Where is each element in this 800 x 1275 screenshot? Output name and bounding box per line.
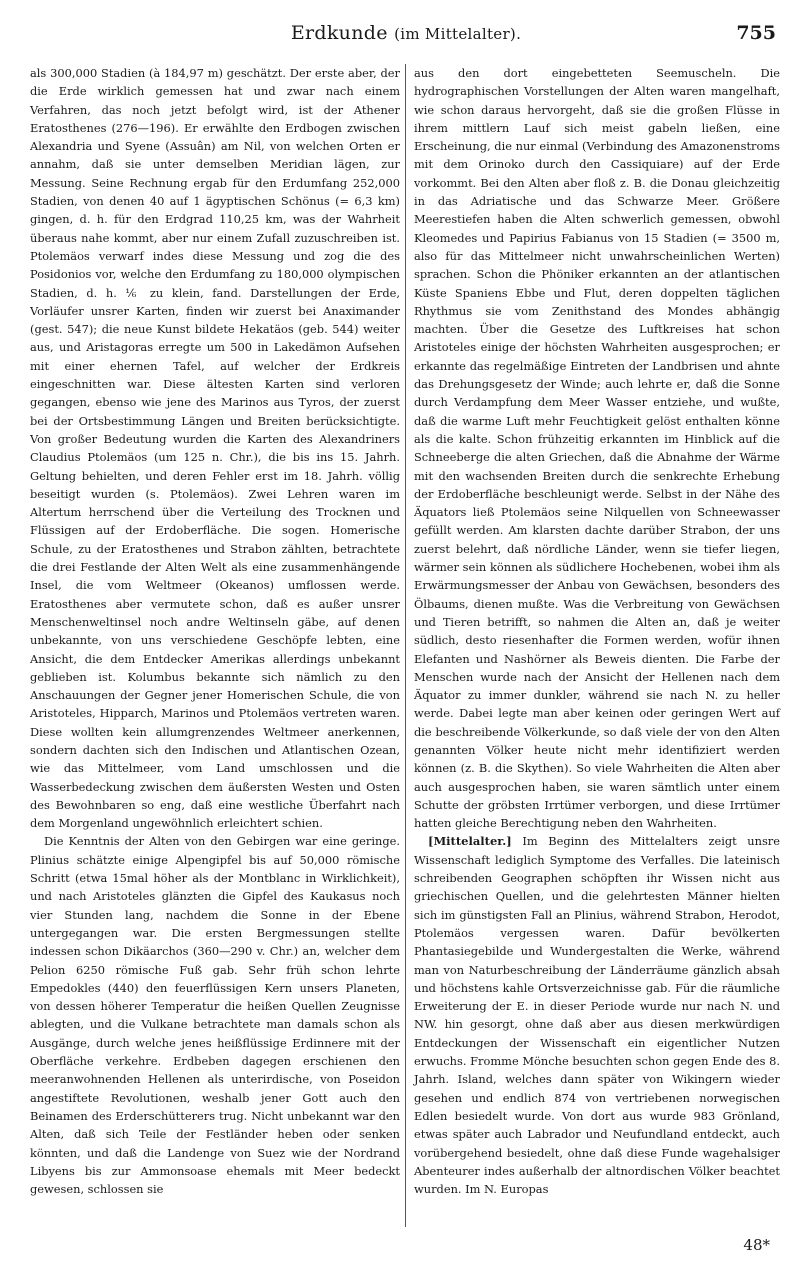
right-paragraph-2 bbox=[414, 832, 780, 1198]
right-column bbox=[414, 64, 780, 1198]
running-header bbox=[36, 22, 776, 52]
page-number: 755 bbox=[736, 22, 776, 44]
title-subtitle: (im Mittelalter). bbox=[394, 25, 522, 43]
sheet-signature: 48* bbox=[743, 1236, 770, 1254]
section-marginal-label: [Mittelalter.] bbox=[428, 834, 512, 849]
title-main: Erdkunde bbox=[290, 22, 388, 44]
page-title bbox=[36, 22, 776, 44]
left-paragraph-1: als 300,000 Stadien (à 184,97 m) geschätzt. Der erste aber, der die Erde wirklich gemessen hat und zwar nach einem Verfahren, das noch jetzt befolgt wird, ist der Athener Eratosthenes (276—196). Er erwählte den Erdbogen zwischen Alexandria und Syene (Assuân) am Nil, von welchen Orten er annahm, daß sie unter demselben Meridian lägen, zur Messung. Seine Rechnung ergab für den Erdumfang 252,000 Stadien, von denen 40 auf 1 ägyptischen Schönus (= 6,3 km) gingen, d. h. für den Erdgrad 110,25 km, was der Wahrheit überaus nahe kommt, aber nur einem Zufall zuzuschreiben ist. Ptolemäos verwarf indes diese Messung und zog die des Posidonios vor, welche den Erdumfang zu 180,000 olympischen Stadien, d. h. ⅙ zu klein, fand. Darstellungen der Erde, Vorläufer unsrer Karten, finden wir zuerst bei Anaximander (gest. 547); die neue Kunst bildete Hekatäos (geb. 544) weiter aus, und Aristagoras erregte um 500 in Lakedämon Aufsehen mit einer ehernen Tafel, auf welcher der Erdkreis eingeschnitten war. Diese ältesten Karten sind verloren gegangen, ebenso wie jene des Marinos aus Tyros, der zuerst bei der Ortsbestimmung Längen und Breiten berücksichtigte. Von großer Bedeutung wurden die Karten des Alexandriners Claudius Ptolemäos (um 125 n. Chr.), die bis ins 15. Jahrh. Geltung behielten, und deren Fehler erst im 18. Jahrh. völlig beseitigt wurden (s. Ptolemäos). Zwei Lehren waren im Altertum herrschend über die Verteilung des Trocknen und Flüssigen auf der Erdoberfläche. Die sogen. Homerische Schule, zu der Eratosthenes und Strabon zählten, betrachtete die drei Festlande der Alten Welt als eine zusammenhängende Insel, die vom Weltmeer (Okeanos) umflossen werde. Eratosthenes aber vermutete schon, daß es außer unsrer Menschenweltinsel noch andre Weltinseln gäbe, auf denen unbekannte, von uns verschiedene Geschöpfe lebten, eine Ansicht, die dem Entdecker Amerikas allerdings unbekannt geblieben ist. Kolumbus bekannte sich nämlich zu den Anschauungen der Gegner jener Homerischen Schule, die von Aristoteles, Hipparch, Marinos und Ptolemäos vertreten waren. Diese wollten kein allumgrenzendes Weltmeer anerkennen, sondern dachten sich den Indischen und Atlantischen Ozean, wie das Mittelmeer, vom Land umschlossen und die Wasserbedeckung zwischen dem äußersten Westen und Osten des Bewohnbaren so eng, daß eine westliche Überfahrt nach dem Morgenland ungewöhnlich erleichtert schien. bbox=[30, 66, 400, 831]
column-divider bbox=[405, 64, 406, 1227]
left-paragraph-2: Die Kenntnis der Alten von den Gebirgen war eine geringe. Plinius schätzte einige Alpengipfel bis auf 50,000 römische Schritt (etwa 15mal höher als der Montblanc in Wirklichkeit), und nach Aristoteles glänzten die Gipfel des Kaukasus noch vier Stunden lang, nachdem die Sonne in der Ebene untergegangen war. Die ersten Bergmessungen stellte indessen schon Dikäarchos (360—290 v. Chr.) an, welcher dem Pelion 6250 römische Fuß gab. Sehr früh schon lehrte Empedokles (440) den feuerflüssigen Kern unsers Planeten, von dessen höherer Temperatur die heißen Quellen Zeugnisse ablegten, und die Vulkane betrachtete man damals schon als Ausgänge, durch welche jenes heißflüssige Erdinnere mit der Oberfläche verkehre. Erdbeben dagegen erschienen den meeranwohnenden Hellenen als unterirdische, von Poseidon angestiftete Revolutionen, weshalb jener Gott auch den Beinamen des Erderschütterers trug. Nicht unbekannt war den Alten, daß sich Teile der Festländer heben oder senken könnten, und daß die Landenge von Suez wie der Nordrand Libyens bis zur Ammonsoase ehemals mit Meer bedeckt gewesen, schlossen sie bbox=[30, 834, 400, 1197]
left-column bbox=[30, 64, 400, 1198]
right-paragraph-1: aus den dort eingebetteten Seemuscheln. Die hydrographischen Vorstellungen der Alten waren mangelhaft, wie schon daraus hervorgeht, daß sie die großen Flüsse in ihrem mittlern Lauf sich meist gabeln ließen, eine Erscheinung, die nur einmal (Verbindung des Amazonenstroms mit dem Orinoko durch den Cassiquiare) auf der Erde vorkommt. Bei den Alten aber floß z. B. die Donau gleichzeitig in das Adriatische und das Schwarze Meer. Größere Meerestiefen haben die Alten schwerlich gemessen, obwohl Kleomedes und Papirius Fabianus von 15 Stadien (= 3500 m, also für das Mittelmeer nicht unwahrscheinlichen Werten) sprachen. Schon die Phöniker erkannten an der atlantischen Küste Spaniens Ebbe und Flut, deren doppelten täglichen Rhythmus sie vom Zenithstand des Mondes abhängig machten. Über die Gesetze des Luftkreises hat schon Aristoteles einige der höchsten Wahrheiten ausgesprochen; er erkannte das regelmäßige Eintreten der Landbrisen und ahnte das Drehungsgesetz der Winde; auch lehrte er, daß die Sonne durch Verdampfung dem Meer Wasser entziehe, und wußte, daß die warme Luft mehr Feuchtigkeit gelöst enthalten könne als die kalte. Schon frühzeitig erkannten im Hinblick auf die Schneeberge die alten Griechen, daß die Abnahme der Wärme mit den wachsenden Breiten durch die senkrechte Erhebung der Erdoberfläche beschleunigt werde. Selbst in der Nähe des Äquators ließ Ptolemäos seine Nilquellen von Schneewasser gefüllt werden. Am klarsten dachte darüber Strabon, der uns zuerst belehrt, daß nördliche Länder, wenn sie tiefer liegen, wärmer sein können als südlichere Hochebenen, wobei ihm als Erwärmungsmesser der Anbau von Gewächsen, besonders des Ölbaums, dienen mußte. Was die Verbreitung von Gewächsen und Tieren betrifft, so nahmen die Alten an, daß je weiter südlich, desto riesenhafter die Formen werden, wofür ihnen Elefanten und Nashörner als Beweis dienten. Die Farbe der Menschen wurde nach der Ansicht der Hellenen nach dem Äquator zu immer dunkler, während sie nach N. zu heller werde. Dabei legte man aber keinen oder geringen Wert auf die beschreibende Völkerkunde, so daß viele der von den Alten genannten Völker heute nicht mehr identifiziert werden können (z. B. die Skythen). So viele Wahrheiten die Alten aber auch ausgesprochen haben, sie waren sämtlich unter einem Schutte der gröbsten Irrtümer verborgen, und diese Irrtümer hatten gleiche Berechtigung neben den Wahrheiten. bbox=[414, 66, 780, 831]
section-text: Im Beginn des Mittelalters zeigt unsre Wissenschaft lediglich Symptome des Verfalles. Die lateinisch schreibenden Geographen schöpften ihr Wissen nicht aus griechischen Quellen, und die gelehrtesten Männer hielten sich im günstigsten Fall an Plinius, während Strabon, Herodot, Ptolemäos vergessen waren. Dafür bevölkerten Phantasiegebilde und Wundergestalten die Werke, während man von Naturbeschreibung der Länderräume gänzlich absah und höchstens kahle Ortsverzeichnisse gab. Für die räumliche Erweiterung der E. in dieser Periode wurde nur nach N. und NW. hin gesorgt, ohne daß aber aus diesen merkwürdigen Entdeckungen der Wissenschaft ein eigentlicher Nutzen erwuchs. Fromme Mönche besuchten schon gegen Ende des 8. Jahrh. Island, welches dann später von Wikingern wieder gesehen und endlich 874 von vertriebenen norwegischen Edlen besiedelt wurde. Von dort aus wurde 983 Grönland, etwas später auch Labrador und Neufundland entdeckt, auch vorübergehend besiedelt, ohne daß diese Funde wagehalsiger Abenteurer indes außerhalb der altnordischen Völker beachtet wurden. Im N. Europas bbox=[414, 834, 780, 1197]
